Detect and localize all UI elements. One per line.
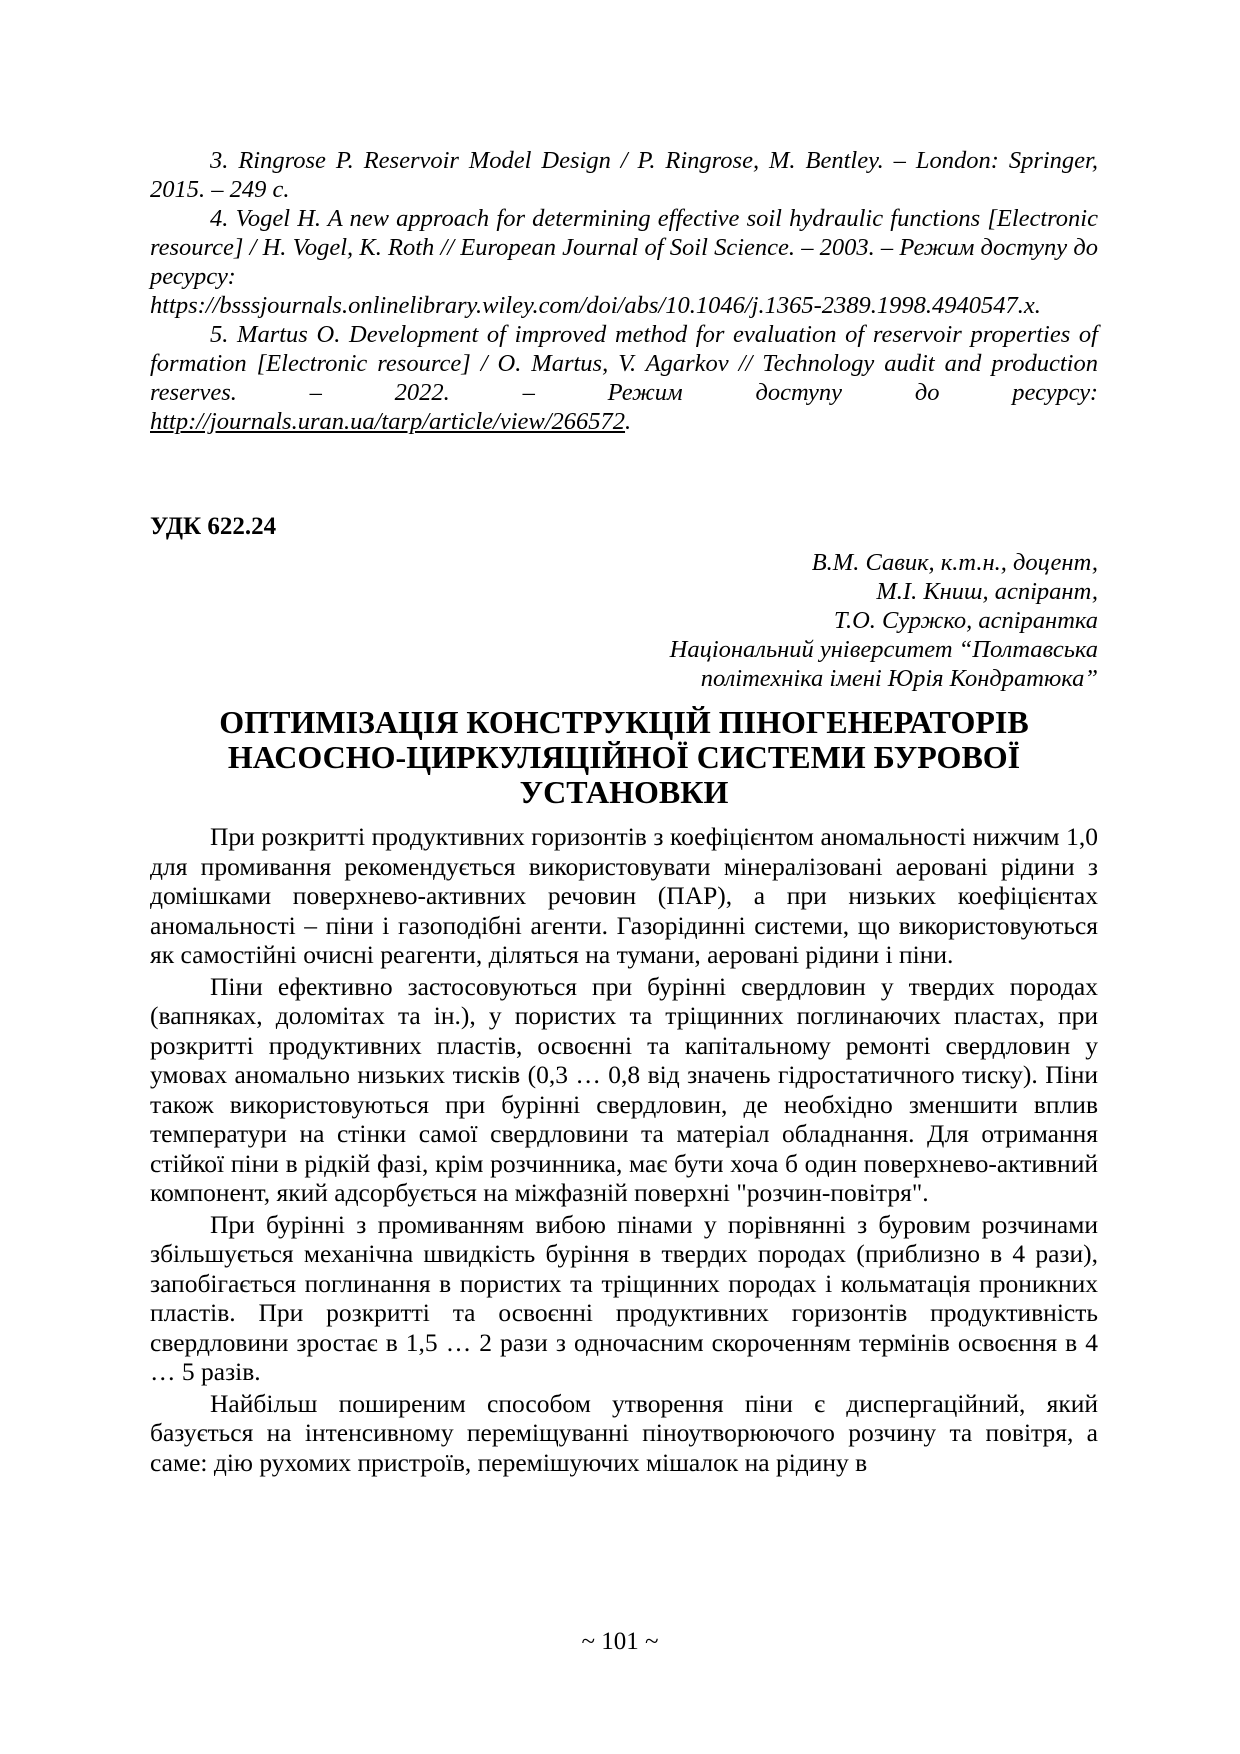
reference-item bbox=[150, 320, 1098, 436]
reference-url-suffix: . bbox=[625, 408, 632, 435]
body-paragraph: Найбільш поширеним способом утворення піни є диспергаційний, який базується на інтенсивному переміщуванні піноутворюючого розчину та повітря, а саме: дію рухомих пристроїв, перемішуючих мішалок на рідину в bbox=[150, 1388, 1098, 1477]
body-paragraph: При розкритті продуктивних горизонтів з коефіцієнтом аномальності нижчим 1,0 для промивання рекомендується використовувати мінералізовані аеровані рідини з домішками поверхнево-активних речовин (ПАР), а при низьких коефіцієнтах аномальності – піни і газоподібні агенти. Газорідинні системи, що використовуються як самостійні очисні реагенти, діляться на тумани, аеровані рідини і піни. bbox=[150, 822, 1098, 969]
article-title bbox=[150, 705, 1098, 810]
reference-link[interactable]: http://journals.uran.ua/tarp/article/view/266572 bbox=[150, 408, 626, 435]
document-page bbox=[150, 146, 1098, 1479]
references-list bbox=[150, 146, 1098, 436]
page-number: ~ 101 ~ bbox=[581, 1628, 659, 1655]
reference-text: 4. Vogel H. A new approach for determining effective soil hydraulic functions [Electronic resource] / H. Vogel, K. Roth // European Journal of Soil Science. – 2003. – Режим доступу до ресурсу: bbox=[150, 205, 1098, 290]
reference-url: https://bsssjournals.onlinelibrary.wiley.com/doi/abs/10.1046/j.1365-2389.1998.4940547.x. bbox=[150, 292, 1041, 319]
author-line: В.М. Савик, к.т.н., доцент, bbox=[811, 549, 1098, 576]
author-block bbox=[150, 548, 1098, 693]
author-line: Т.О. Суржко, аспірантка bbox=[833, 607, 1098, 634]
author-line: М.І. Книш, аспірант, bbox=[876, 578, 1098, 605]
affiliation-line: політехніка імені Юрія Кондратюка” bbox=[700, 665, 1098, 692]
udk-code: УДК 622.24 bbox=[150, 513, 277, 540]
title-line: УСТАНОВКИ bbox=[519, 774, 729, 810]
reference-item bbox=[150, 204, 1098, 320]
reference-text: 3. Ringrose P. Reservoir Model Design / P. Ringrose, M. Bentley. – London: Springer, 2015. – 249 с. bbox=[150, 147, 1098, 203]
body-paragraph: Піни ефективно застосовуються при бурінні свердловин у твердих породах (вапняках, доломітах та ін.), у пористих та тріщинних поглинаючих пластах, при розкритті продуктивних пластів, освоєнні та капітальному ремонті свердловин у умовах аномально низьких тисків (0,3 … 0,8 від значень гідростатичного тиску). Піни також використовуються при бурінні свердловин, де необхідно зменшити вплив температури на стінки самої свердловини та матеріал обладнання. Для отримання стійкої піни в рідкій фазі, крім розчинника, має бути хоча б один поверхнево-активний компонент, який адсорбується на міжфазній поверхні "розчин-повітря". bbox=[150, 971, 1098, 1207]
title-line: ОПТИМІЗАЦІЯ КОНСТРУКЦІЙ ПІНОГЕНЕРАТОРІВ bbox=[219, 704, 1029, 740]
body-paragraph: При бурінні з промиванням вибою пінами у порівнянні з буровим розчинами збільшується механічна швидкість буріння в твердих породах (приблизно в 4 рази), запобігається поглинання в пористих та тріщинних породах і кольматація проникних пластів. При розкритті та освоєнні продуктивних горизонтів продуктивність свердловини зростає в 1,5 … 2 рази з одночасним скороченням термінів освоєння в 4 … 5 разів. bbox=[150, 1209, 1098, 1386]
title-line: НАСОСНО-ЦИРКУЛЯЦІЙНОЇ СИСТЕМИ БУРОВОЇ bbox=[227, 739, 1021, 775]
article-body bbox=[150, 822, 1098, 1477]
reference-text: 5. Martus O. Development of improved method for evaluation of reservoir properties of formation [Electronic resource] / O. Martus, V. Agarkov // Technology audit and production reserves. – 2022. – Режим доступу до ресурсу: bbox=[150, 321, 1098, 406]
affiliation-line: Національний університет “Полтавська bbox=[669, 636, 1098, 663]
reference-item bbox=[150, 146, 1098, 204]
